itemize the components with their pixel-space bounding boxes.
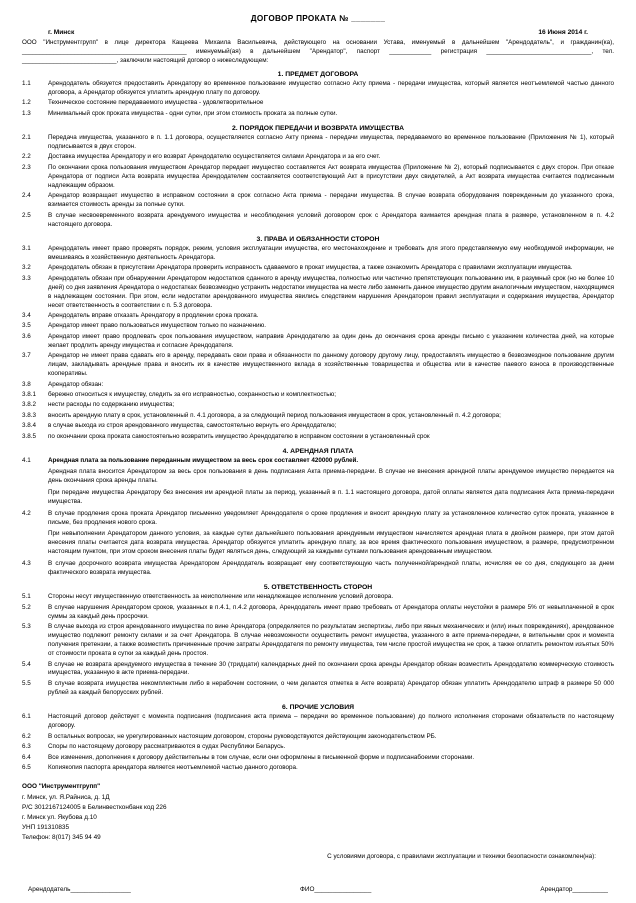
clause-number: 3.7 bbox=[22, 352, 31, 360]
clause-text: Арендная плата за пользование переданным имуществом за весь срок составляет 420000 рублей. bbox=[48, 457, 359, 465]
clause-number: 6.4 bbox=[22, 753, 31, 761]
clause-number: 6.1 bbox=[22, 713, 31, 721]
clause-text: Арендодатель вправе отказать Арендатору в продлении срока проката. bbox=[48, 312, 259, 319]
clause-number: 2.4 bbox=[22, 192, 31, 200]
clause-text: По окончании срока пользования имуществом Арендатор передает имущество составляется Акт возврата имущества (Приложение № 2), который подписывается с двух сторон. При отказе Арендатора от подписи Акта возврата имущества Арендодателем составляется соответствующий Акт в присутствии двух свидетелей, а Акт возврата имущества считается подписанным надлежащим образом. bbox=[48, 163, 614, 189]
clause-number: 3.8.5 bbox=[22, 432, 37, 440]
clause-row bbox=[22, 743, 614, 753]
clause-text: В случае нарушения Арендатором сроков, указанных в п.4.1, п.4.2 договора, Арендодатель имеет право требовать от Арендатора оплаты неустойки в размере 5% от невыплаченной в срок суммы за каждый день просрочки. bbox=[48, 603, 614, 620]
clause-text: Арендодатель обязуется предоставить Арендатору во временное пользование имущество согласно Акту приема - передачи имущества, который является неотъемлемой частью данного договора, а Арендатор обязуется уплатить арендную плату по договору. bbox=[48, 79, 614, 96]
clause-row bbox=[22, 593, 614, 603]
clause-text: В случае продления срока проката Арендатор письменно уведомляет Арендодателя о сроке продления и вносит арендную плату за установленное количество суток проката, указанное в письме, без продления нового срока. bbox=[48, 510, 614, 527]
clause-number: 3.8 bbox=[22, 380, 31, 388]
clause-text: Передача имущества, указанного в п. 1.1 договора, осуществляется согласно Акту приема - передачи имущества, передаваемого во временное пользование (Приложения № 1), который подписывается в двух сторон. bbox=[48, 134, 614, 150]
clause-row bbox=[22, 322, 614, 332]
clause-row bbox=[22, 713, 614, 732]
clause-row bbox=[22, 623, 614, 660]
clause-row bbox=[22, 275, 614, 312]
clause-text: Настоящий договор действует с момента подписания (подписания акта приема – передачи во временное пользование) до полного исполнения сторонами обязательств по настоящему договору. bbox=[48, 713, 614, 730]
clause-number: 2.2 bbox=[22, 153, 31, 161]
clause-row bbox=[22, 312, 614, 322]
clause-number: 5.4 bbox=[22, 660, 31, 668]
clause-number: 3.1 bbox=[22, 244, 31, 252]
clause-text: В остальных вопросах, не урегулированных настоящим договором, стороны руководствуются действующим законодательством РБ. bbox=[48, 732, 437, 740]
clause-number: 5.5 bbox=[22, 679, 31, 687]
clause-text: по окончании срока проката самостоятельно возвратить имущество Арендодателю в исправном состоянии в установленный срок bbox=[48, 432, 430, 440]
requisite-line: г. Минск ул. Якубова д.10 bbox=[22, 814, 97, 822]
clause-text: Копиякопия паспорта арендатора является неотъемлемой частью данного договора. bbox=[48, 763, 298, 771]
clause-table bbox=[22, 457, 614, 579]
clause-text: Арендатор не имеет права сдавать его в аренду, передавать свои права и обязанности по данному договору другому лицу, предоставлять имущество в безвозмездное пользование другим лицам, закладывать арендные права и вносить их в качестве имущественного вклада в хозяйственные товарищества и общества или в качестве паевого взноса в производственные кооперативы. bbox=[48, 352, 614, 378]
clause-row bbox=[22, 433, 614, 443]
clause-row bbox=[22, 110, 614, 120]
clause-table bbox=[22, 713, 614, 774]
clause-row bbox=[22, 153, 614, 163]
clause-text: Арендатор возвращает имущество в исправном состоянии в срок согласно Акта приема - передачи имущества. В случае возврата оборудования поврежденным до указанного срока, взимается стоимость аренды за полные сутки. bbox=[48, 192, 614, 209]
clause-row bbox=[22, 134, 614, 153]
clause-row bbox=[22, 560, 614, 579]
clause-text: В случае возврата имущества некомплектным либо в нерабочем состоянии, о чем делается отметка в Акте возврата) Арендатор обязан уплатить Арендодателю штраф в размере 50 000 рублей за каждый белорусских рублей. bbox=[48, 679, 614, 696]
clause-text: Арендодатель имеет право проверять порядок, режим, условия эксплуатации имущества, его местонахождение и требовать для этого представляемую ему необходимой информации, не вмешиваясь в хозяйственную деятельность Арендатора. bbox=[48, 244, 614, 261]
clause-text: Минимальный срок проката имущества - одни сутки, при этом стоимость проката за полные сутки. bbox=[48, 109, 338, 117]
clause-number: 3.2 bbox=[22, 264, 31, 272]
clause-subparagraph: Арендная плата вносится Арендатором за весь срок пользования в день подписания Акта приема-передачи. В случае не внесения арендной платы арендуемое имущество передается на день окончания срока аренды платы. bbox=[48, 467, 614, 484]
clause-text: Арендодатель обязан в присутствии Арендатора проверить исправность сдаваемого в прокат имущества, а также ознакомить Арендатора с правилами эксплуатации имущества. bbox=[48, 264, 573, 272]
section-heading: 3. ПРАВА И ОБЯЗАННОСТИ СТОРОН bbox=[256, 235, 380, 243]
clause-row bbox=[22, 245, 614, 264]
section-heading: 1. ПРЕДМЕТ ДОГОВОРА bbox=[277, 70, 359, 78]
clause-text: в случае выхода из строя арендованного имущества, самостоятельно вернуть его Арендодателю; bbox=[48, 422, 337, 430]
preamble-text: ООО "Инструментгрупп" в лице директора Кащеева Михаила Васильевича, действующего на основании Устава, именуемый в дальнейшем "Арендодатель", и гражданин(ка), _______________________________________________ именуемый(ая) в дальнейшем "Арендатор", паспорт ____________ регистрация ______________________________, тел. ___________________________, заключили настоящий договор о нижеследующем: bbox=[22, 39, 614, 64]
clause-number: 3.8.1 bbox=[22, 391, 37, 398]
clause-number: 2.3 bbox=[22, 163, 31, 171]
section-heading: 6. ПРОЧИЕ УСЛОВИЯ bbox=[282, 704, 354, 712]
page-title: ДОГОВОР ПРОКАТА № _______ bbox=[250, 14, 386, 23]
clause-row bbox=[22, 401, 614, 411]
clause-text: Техническое состояние передаваемого имущества - удовлетворительное bbox=[48, 99, 264, 107]
signature-tenant: Арендатор__________ bbox=[540, 885, 608, 893]
clause-text: В случае выхода из строя арендованного имущества по вине Арендатора (определяется по результатам экспертизы, либо при явных механических и (или) иных повреждениях), арендованное имущество подлежит ремонту силами и за счет Арендатора. В случае невозможности осуществить ремонт имущества, указанного в акте приема-передачи, в вительными срок и момента получения претензии, а также возместить причиненные прочие затраты Арендодателя по ремонту имущества, тем числе простой имущества не срок, а также оплатить ремонтом изъятых 50% от стоимости проката в сутки за каждый день простоя. bbox=[48, 623, 614, 658]
clause-row bbox=[22, 164, 614, 192]
clause-number: 5.3 bbox=[22, 623, 31, 631]
clause-row bbox=[22, 680, 614, 699]
clause-text: Доставка имущества Арендатору и его возврат Арендодателю осуществляется силами Арендатора и за его счет. bbox=[48, 153, 381, 161]
clause-text: Арендодатель обязан при обнаружении Арендатором недостатков сданного в аренду имущества, полностью или частично препятствующих пользованию им, в разумный срок (но не более 10 дней) со дня заявления Арендатора о недостатках безвозмездно устранить недостатки имущества на месте либо заменить данное имущество другим аналогичным имуществом, находящимся в надлежащем состоянии. При этом, если недостатки арендованного имущества явились следствием нарушения Арендатором правил эксплуатации и содержания имущества, Арендатор несет ответственность в соответствии с п. 5.3 договора. bbox=[48, 274, 614, 309]
clause-number: 2.5 bbox=[22, 211, 31, 219]
clause-row bbox=[22, 381, 614, 391]
clause-subparagraph: При передаче имущества Арендатору без внесения им арендной платы за период, указанный в п. 1.1 настоящего договора, датой оплаты является дата подписания Акта приема-передачи имущества. bbox=[48, 489, 614, 505]
clause-row bbox=[22, 661, 614, 680]
clause-text: Арендатор имеет право пользоваться имуществом только по назначению. bbox=[48, 322, 266, 330]
clause-row bbox=[22, 510, 614, 529]
clause-number: 3.8.3 bbox=[22, 411, 37, 419]
clause-text: В случае несвоевременного возврата арендуемого имущества и несоблюдения условий договором срок с Арендатора взимается арендная плата в размере, установленном в п. 4.2 настоящего договора. bbox=[48, 211, 614, 228]
city-date-row bbox=[22, 29, 614, 36]
section-heading: 5. ОТВЕТСТВЕННОСТЬ СТОРОН bbox=[263, 584, 373, 592]
clause-text: Все изменения, дополнения к договору действительны в том случае, если они оформлены в письменной форме и подписанабоеими сторонами. bbox=[48, 753, 475, 761]
clause-table bbox=[22, 80, 614, 120]
clause-row bbox=[22, 422, 614, 432]
clause-subparagraph: При невыполнении Арендатором данного условия, за каждые сутки дальнейшего пользования арендуемым имуществом начисляется арендная плата в двойном размере, при этом датой внесения платы считается дата возврата имущества. Арендатор обязуется уплатить арендную плату, за все время фактического пользования имуществом, в размере, предусмотренном настоящим пунктом, при этом сроком внесения платы будет являться день, следующий за каждыми сутками пользования арендованным имуществом. bbox=[48, 529, 614, 555]
signature-fio: ФИО________________ bbox=[300, 885, 372, 893]
clause-number: 6.3 bbox=[22, 743, 31, 751]
clause-row bbox=[22, 604, 614, 623]
clause-row bbox=[22, 754, 614, 764]
clause-text: нести расходы по содержанию имущества; bbox=[48, 401, 175, 409]
clause-row bbox=[22, 352, 614, 380]
clause-row bbox=[22, 212, 614, 231]
clause-text: В случае не возврата арендуемого имущества в течение 30 (тридцати) календарных дней по окончании срока аренды Арендатор обязан возместить Арендодателю коммерческую стоимость имущества, указанную в акте приема-передачи. bbox=[48, 660, 614, 677]
clause-row bbox=[22, 764, 614, 774]
clause-number: 5.2 bbox=[22, 603, 31, 611]
clause-number: 3.8.4 bbox=[22, 422, 37, 430]
clause-number: 4.3 bbox=[22, 560, 31, 568]
clause-table bbox=[22, 134, 614, 231]
clause-text: Стороны несут имущественную ответственность за неисполнение или ненадлежащее исполнение условий договора. bbox=[48, 593, 394, 601]
clause-number: 1.1 bbox=[22, 79, 31, 87]
clause-table bbox=[22, 593, 614, 699]
clause-number: 1.3 bbox=[22, 109, 31, 117]
sections-container bbox=[22, 71, 614, 775]
section-heading: 2. ПОРЯДОК ПЕРЕДАЧИ И ВОЗВРАТА ИМУЩЕСТВА bbox=[231, 125, 404, 133]
requisite-line: Телефон: 8(017) 345 94 49 bbox=[22, 833, 101, 841]
clause-text: вносить арендную плату в срок, установленный п. 4.1 договора, а за следующий период пользования имуществом в срок, установленный п. 4.2 договора; bbox=[48, 411, 501, 419]
requisites-lines bbox=[22, 793, 614, 843]
clause-number: 3.3 bbox=[22, 274, 31, 282]
clause-number: 4.2 bbox=[22, 510, 31, 518]
clause-number: 3.5 bbox=[22, 322, 31, 330]
clause-text: Арендатор обязан: bbox=[48, 380, 104, 388]
clause-row bbox=[22, 99, 614, 109]
clause-text: Споры по настоящему договору рассматриваются в судах Республики Беларусь. bbox=[48, 743, 286, 751]
clause-row bbox=[22, 391, 614, 401]
clause-number: 4.1 bbox=[22, 457, 31, 465]
clause-text: В случае досрочного возврата имущества Арендатором Арендодатель возвращает ему соответствующую часть полученной/арендной платы, исчисляя ее со дня, следующего за днем фактического возврата имущества. bbox=[48, 560, 614, 576]
clause-row bbox=[22, 333, 614, 352]
clause-row bbox=[22, 733, 614, 743]
requisite-line: г. Минск, ул. Я.Райниса, д. 1Д bbox=[22, 794, 110, 802]
clause-number: 3.4 bbox=[22, 312, 31, 319]
section-heading: 4. АРЕНДНАЯ ПЛАТА bbox=[282, 448, 354, 456]
clause-row bbox=[22, 80, 614, 99]
company-name: ООО "Инструментгрупп" bbox=[22, 783, 101, 791]
date-label: 16 Июня 2014 г. bbox=[538, 29, 588, 36]
clause-number: 6.5 bbox=[22, 763, 31, 771]
signature-row bbox=[22, 886, 614, 893]
requisite-line: Р/С 3012167124005 в Белинвестконбанк код 226 bbox=[22, 804, 167, 812]
clause-number: 2.1 bbox=[22, 134, 31, 142]
clause-number: 3.6 bbox=[22, 332, 31, 340]
clause-text: бережно относиться к имуществу, следить за его исправностью, сохранностью и комплектностью; bbox=[48, 391, 337, 398]
clause-number: 1.2 bbox=[22, 99, 31, 107]
clause-number: 5.1 bbox=[22, 593, 31, 601]
clause-number: 3.8.2 bbox=[22, 401, 37, 409]
clause-row bbox=[22, 192, 614, 211]
requisites-block bbox=[22, 782, 614, 843]
clause-row bbox=[22, 264, 614, 274]
consent-note: С условиями договора, с правилами эксплуатации и техники безопасности ознакомлен(на): bbox=[327, 852, 596, 860]
clause-row bbox=[22, 412, 614, 422]
signature-landlord: Арендодатель_________________ bbox=[28, 885, 131, 893]
clause-table bbox=[22, 245, 614, 443]
requisite-line: УНП 191310835 bbox=[22, 824, 70, 832]
clause-text: Арендатор имеет право продлевать срок пользования имуществом, направив Арендодателю за один день до окончания срока аренды письмо с указанием количества дней, на которые желает продлить аренду имущества и согласие Арендодателя. bbox=[48, 332, 614, 349]
city-label: г. Минск bbox=[48, 29, 75, 36]
clause-number: 6.2 bbox=[22, 732, 31, 740]
clause-row bbox=[22, 457, 614, 467]
